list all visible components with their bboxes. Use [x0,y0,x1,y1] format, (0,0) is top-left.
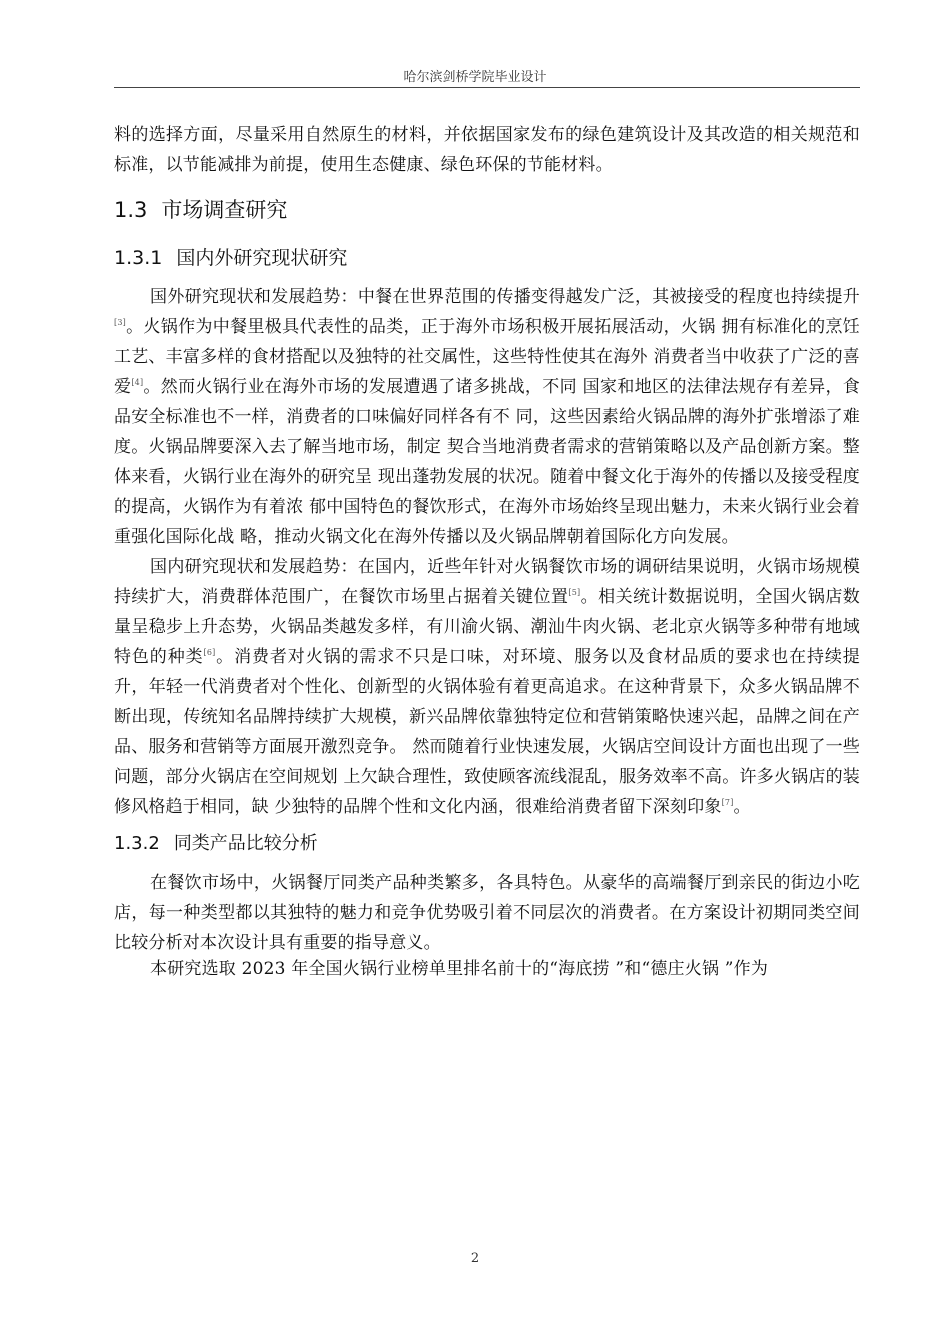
header-divider [114,87,860,88]
page-body [114,120,860,978]
section-number: 1.3.1 [114,247,163,269]
domestic-research-paragraph [114,552,860,822]
citation-ref: [5] [568,588,581,597]
citation-ref: [3] [114,318,126,327]
section-number: 1.3 [114,198,148,222]
paragraph-text: 国内研究现状和发展趋势：在国内，近些年针对火锅餐饮市场的调研结果说明，火锅市场规模持续扩大，消费群体范围广，在餐饮市场里占据着关键位置 [114,557,860,607]
section-heading-1-3-2 [114,824,860,864]
section-title: 市场调查研究 [161,198,288,222]
citation-ref: [4] [131,378,144,387]
foreign-research-paragraph [114,282,860,552]
page-number: 2 [470,1251,480,1266]
section-heading-1-3-1 [114,238,860,278]
paragraph-text: 。然而火锅行业在海外市场的发展遭遇了诸多挑战，不同 国家和地区的法律法规存有差异，食品安全标准也不一样，消费者的口味偏好同样各有不 同，这些因素给火锅品牌的海外扩张增添了难度。火锅品牌要深入去了解当地市场，制定 契合当地消费者需求的营销策略以及产品创新方案。整体来看，火锅行业在海外的研究呈 现出蓬勃发展的状况。随着中餐文化于海外的传播以及接受程度的提高，火锅作为有着浓 郁中国特色的餐饮形式，在海外市场始终呈现出魅力，未来火锅行业会着重强化国际化战 略，推动火锅文化在海外传播以及火锅品牌朝着国际化方向发展。 [114,377,860,547]
citation-ref: [6] [203,648,216,657]
section-title: 国内外研究现状研究 [176,247,348,269]
intro-paragraph: 料的选择方面，尽量采用自然原生的材料，并依据国家发布的绿色建筑设计及其改造的相关规范和标准，以节能减排为前提，使用生态健康、绿色环保的节能材料。 [114,125,860,175]
paragraph-text: 国外研究现状和发展趋势：中餐在世界范围的传播变得越发广泛，其被接受的程度也持续提升 [150,287,860,307]
section-number: 1.3.2 [114,833,160,854]
running-header: 哈尔滨剑桥学院毕业设计 [403,70,547,85]
paragraph-text: 。相关统计数据说明，全国火锅店数量呈稳步上升态势，火锅品类越发多样，有川渝火锅、潮汕牛肉火锅、老北京火锅等多种带有地域特色的种类 [114,587,860,667]
citation-ref: [7] [721,798,734,807]
paragraph-text: 。 [733,797,751,817]
selection-paragraph: 本研究选取 2023 年全国火锅行业榜单里排名前十的“海底捞 ”和“德庄火锅 ”作为 [150,959,769,979]
comparison-paragraph: 在餐饮市场中，火锅餐厅同类产品种类繁多，各具特色。从豪华的高端餐厅到亲民的街边小吃店，每一种类型都以其独特的魅力和竞争优势吸引着不同层次的消费者。在方案设计初期同类空间比较分析对本次设计具有重要的指导意义。 [114,873,860,953]
section-title: 同类产品比较分析 [173,833,318,854]
paragraph-text: 。火锅作为中餐里极具代表性的品类，正于海外市场积极开展拓展活动，火锅 拥有标准化的烹饪工艺、丰富多样的食材搭配以及独特的社交属性，这些特性使其在海外 消费者当中收获了广泛的喜爱 [114,317,860,397]
section-heading-1-3 [114,190,860,230]
paragraph-text: 。消费者对火锅的需求不只是口味，对环境、服务以及食材品质的要求也在持续提升，年轻一代消费者对个性化、创新型的火锅体验有着更高追求。在这种背景下，众多火锅品牌不断出现，传统知名品牌持续扩大规模，新兴品牌依靠独特定位和营销策略快速兴起，品牌之间在产品、服务和营销等方面展开激烈竞争。 然而随着行业快速发展，火锅店空间设计方面也出现了一些问题，部分火锅店在空间规划 上欠缺合理性，致使顾客流线混乱，服务效率不高。许多火锅店的装修风格趋于相同，缺 少独特的品牌个性和文化内涵，很难给消费者留下深刻印象 [114,647,861,817]
